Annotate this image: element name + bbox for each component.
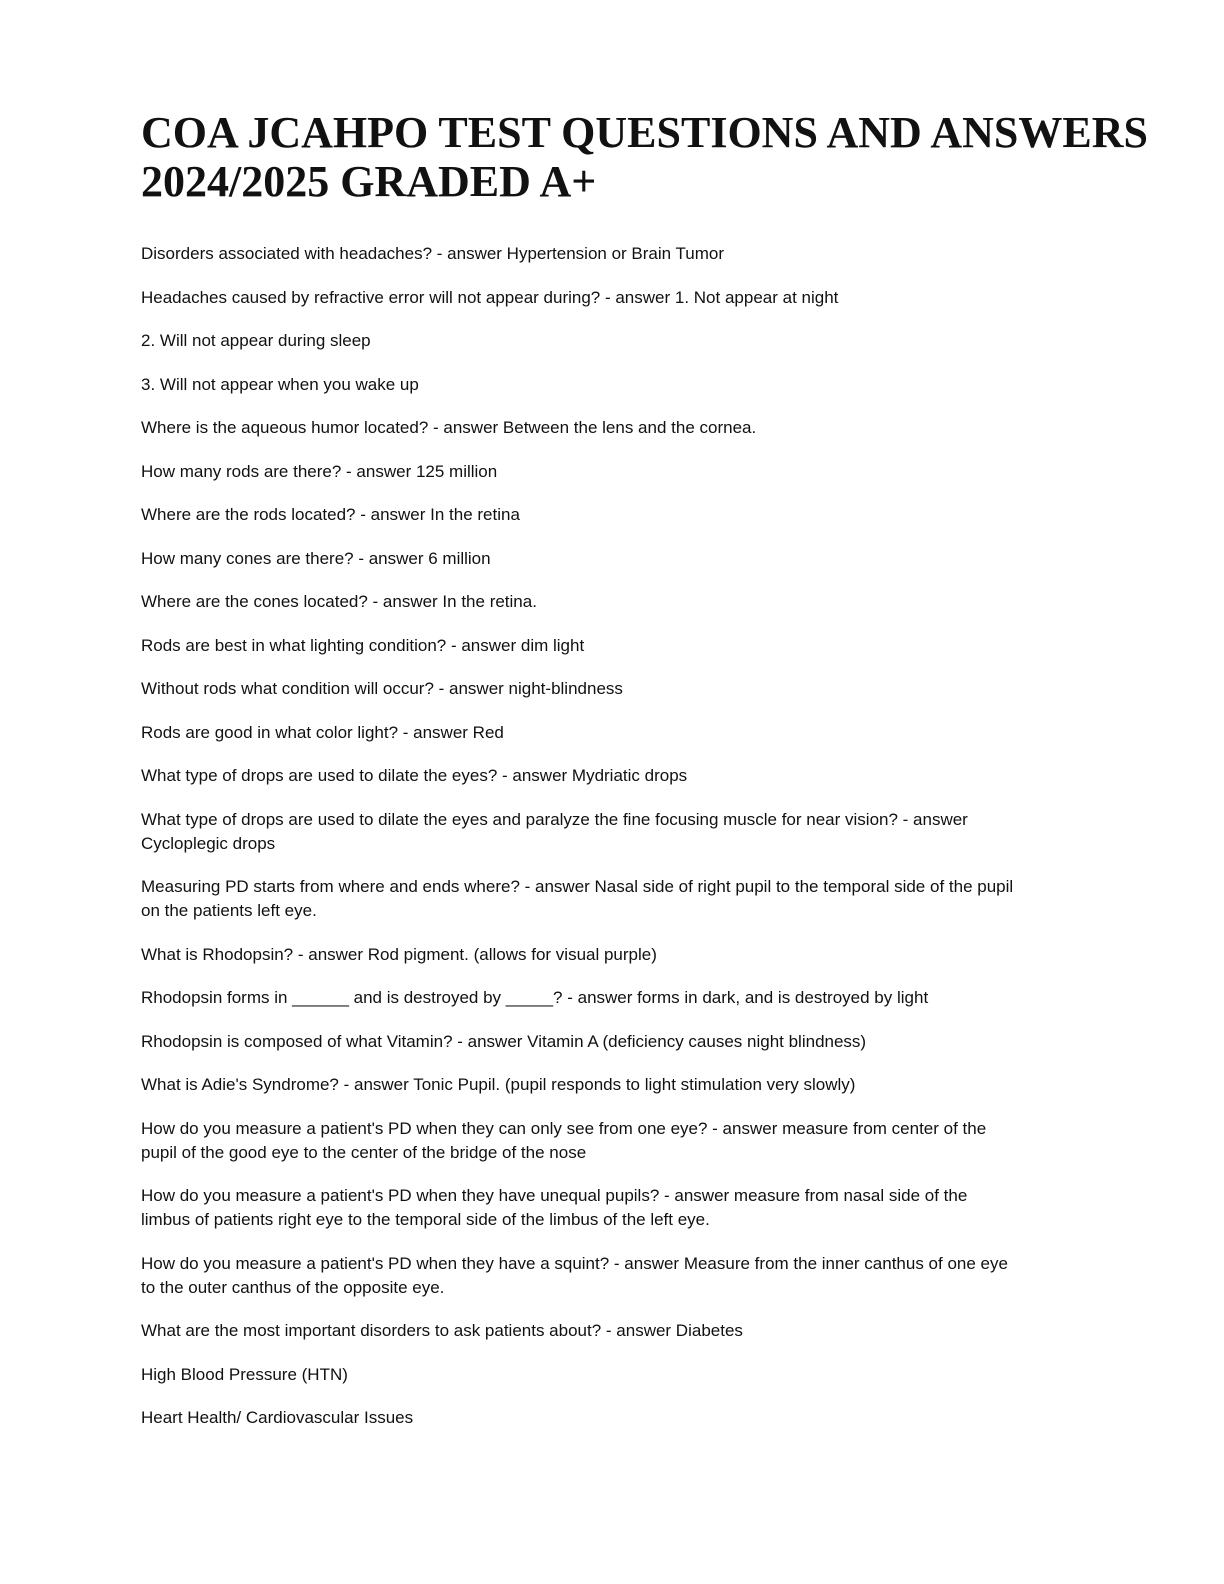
qa-item: How many cones are there? - answer 6 million [141, 548, 491, 568]
qa-item: Rods are best in what lighting condition? - answer dim light [141, 635, 585, 655]
qa-item: Measuring PD starts from where and ends where? - answer Nasal side of right pupil to the temporal side of the pupil on the patients left eye. [141, 877, 1014, 920]
qa-item: What type of drops are used to dilate the eyes? - answer Mydriatic drops [141, 766, 688, 785]
qa-item: What is Adie's Syndrome? - answer Tonic Pupil. (pupil responds to light stimulation very slowly) [141, 1075, 856, 1094]
qa-item: Rhodopsin is composed of what Vitamin? - answer Vitamin A (deficiency causes night blindness) [141, 1031, 867, 1051]
qa-item: 2. Will not appear during sleep [141, 331, 371, 350]
qa-item: Where are the cones located? - answer In the retina. [141, 592, 537, 611]
qa-item: 3. Will not appear when you wake up [141, 374, 419, 394]
qa-item: How do you measure a patient's PD when they have unequal pupils? - answer measure from nasal side of the limbus of patients right eye to the temporal side of the limbus of the left eye. [141, 1186, 968, 1229]
qa-item: What is Rhodopsin? - answer Rod pigment. (allows for visual purple) [141, 944, 657, 964]
qa-item: Rhodopsin forms in ______ and is destroyed by _____? - answer forms in dark, and is destroyed by light [141, 988, 929, 1007]
qa-item: How do you measure a patient's PD when they have a squint? - answer Measure from the inner canthus of one eye to the outer canthus of the opposite eye. [141, 1253, 1008, 1297]
qa-item: Where is the aqueous humor located? - answer Between the lens and the cornea. [141, 418, 757, 437]
qa-item: How do you measure a patient's PD when they can only see from one eye? - answer measure from center of the pupil of the good eye to the center of the bridge of the nose [141, 1118, 987, 1162]
qa-item: What are the most important disorders to ask patients about? - answer Diabetes [141, 1321, 743, 1340]
qa-list [141, 242, 1201, 1430]
qa-item: Heart Health/ Cardiovascular Issues [141, 1408, 414, 1427]
qa-item: Without rods what condition will occur? - answer night-blindness [141, 679, 623, 698]
qa-item: What type of drops are used to dilate the eyes and paralyze the fine focusing muscle for near vision? - answer Cycloplegic drops [141, 809, 968, 853]
qa-item: Rods are good in what color light? - answer Red [141, 722, 504, 742]
document-page [141, 108, 1201, 1450]
qa-item: Headaches caused by refractive error will not appear during? - answer 1. Not appear at night [141, 287, 839, 307]
qa-item: Disorders associated with headaches? - answer Hypertension or Brain Tumor [141, 244, 724, 263]
qa-item: How many rods are there? - answer 125 million [141, 461, 498, 481]
qa-item: High Blood Pressure (HTN) [141, 1364, 348, 1384]
document-title: COA JCAHPO TEST QUESTIONS AND ANSWERS 2024/2025 GRADED A+ [141, 108, 1148, 206]
qa-item: Where are the rods located? - answer In the retina [141, 505, 520, 524]
